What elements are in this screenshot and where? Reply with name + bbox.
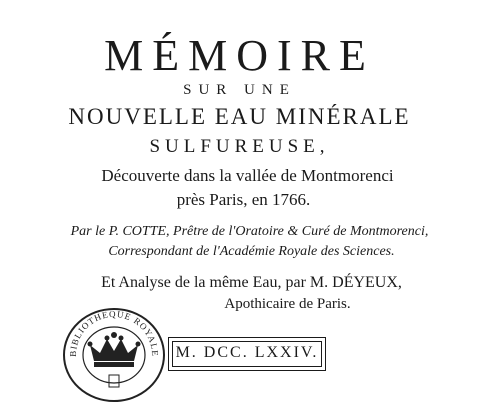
analysis-line-2: Apothicaire de Paris. [224, 296, 351, 312]
svg-text:BIBLIOTHEQUE ROYALE: BIBLIOTHEQUE ROYALE [67, 308, 161, 357]
title-discovery: Découverte dans la vallée de Montmorenci [101, 166, 394, 185]
title-date-line: près Paris, en 1766. [176, 190, 311, 209]
title-sur-une: SUR UNE [183, 82, 296, 98]
crown-icon [88, 332, 141, 367]
author-line-1: Par le P. COTTE, Prêtre de l'Oratoire & Curé de Montmorenci, [70, 224, 429, 239]
analysis-line-1: Et Analyse de la même Eau, par M. DÉYEUX, [101, 274, 402, 291]
title-subject: NOUVELLE EAU MINÉRALE [68, 104, 411, 129]
author-line-2: Correspondant de l'Académie Royale des Sciences. [108, 244, 395, 259]
title-memoire: MÉMOIRE [104, 31, 375, 80]
library-stamp [60, 305, 168, 403]
title-kind: SULFUREUSE, [149, 136, 330, 157]
imprint-year: M. DCC. LXXIV. [175, 344, 319, 361]
